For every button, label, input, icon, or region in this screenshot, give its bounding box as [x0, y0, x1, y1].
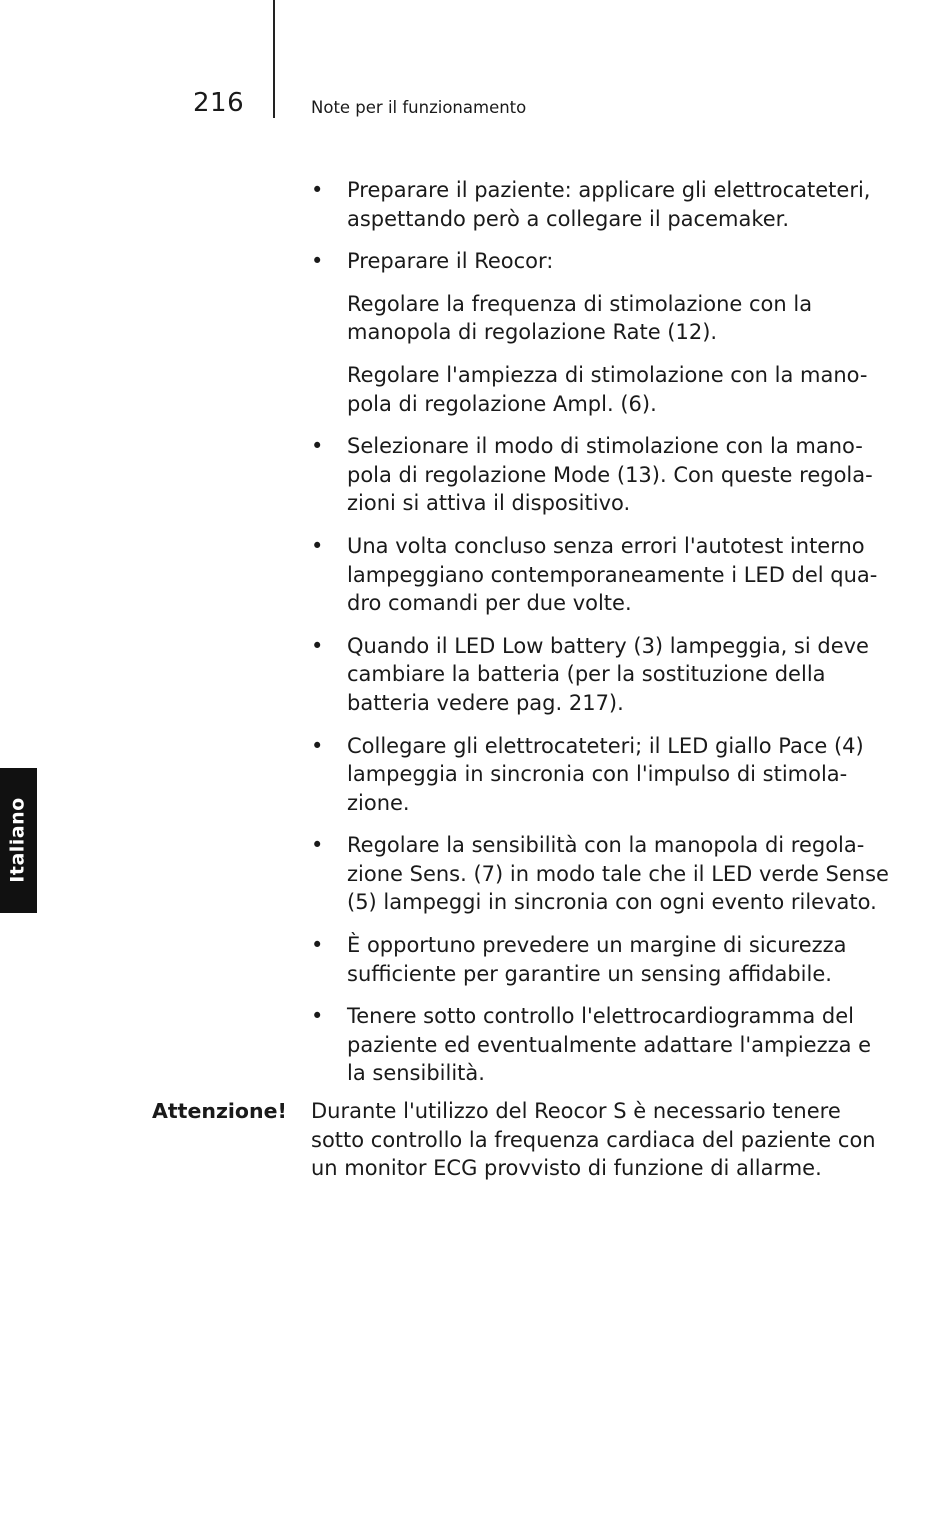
- bullet-icon: •: [311, 434, 324, 459]
- language-side-tab-label: Italiano: [6, 797, 29, 883]
- text-line: (5) lampeggi in sincronia con ogni evento rilevato.: [347, 890, 877, 915]
- bullet-icon: •: [311, 733, 324, 758]
- text-line: Regolare la sensibilità con la manopola di regola-: [347, 833, 865, 858]
- bullet-icon: •: [311, 933, 324, 958]
- sub-paragraph: [311, 290, 863, 347]
- language-side-tab: [0, 768, 37, 913]
- text-line: cambiare la batteria (per la sostituzione della: [347, 662, 826, 687]
- instruction-list: [311, 176, 889, 1102]
- list-item-text: [347, 632, 869, 718]
- bullet-icon: •: [311, 178, 324, 202]
- text-line: Preparare il paziente: applicare gli elettrocateteri,: [347, 178, 871, 202]
- list-item: [311, 632, 869, 718]
- text-line: sufficiente per garantire un sensing affidabile.: [347, 961, 832, 986]
- list-item: [311, 732, 863, 818]
- list-item: [311, 831, 889, 917]
- bullet-icon: •: [311, 833, 324, 858]
- text-line: lampeggia in sincronia con l'impulso di stimola-: [347, 762, 848, 787]
- warning-text: [311, 1097, 876, 1183]
- list-item-text: [347, 247, 863, 276]
- text-line: sotto controllo la frequenza cardiaca del paziente con: [311, 1127, 876, 1152]
- text-line: pola di regolazione Ampl. (6).: [347, 391, 657, 416]
- text-line: lampeggiano contemporaneamente i LED del qua-: [347, 562, 878, 587]
- list-item: [311, 432, 873, 518]
- list-item: [311, 1002, 872, 1088]
- text-line: zione Sens. (7) in modo tale che il LED verde Sense: [347, 861, 889, 886]
- bullet-icon: •: [311, 633, 324, 658]
- text-line: Quando il LED Low battery (3) lampeggia, si deve: [347, 633, 869, 658]
- text-line: Regolare l'ampiezza di stimolazione con la mano-: [347, 362, 868, 387]
- text-line: Collegare gli elettrocateteri; il LED giallo Pace (4): [347, 733, 864, 758]
- text-line: Preparare il Reocor:: [347, 249, 554, 274]
- text-line: aspettando però a collegare il pacemaker.: [347, 206, 790, 231]
- bullet-icon: •: [311, 249, 324, 274]
- text-line: paziente ed eventualmente adattare l'ampiezza e: [347, 1032, 872, 1057]
- text-line: Selezionare il modo di stimolazione con la mano-: [347, 434, 863, 459]
- list-item-text: [347, 532, 878, 618]
- list-item: [311, 931, 863, 988]
- running-header-title: Note per il funzionamento: [311, 98, 527, 117]
- text-line: Durante l'utilizzo del Reocor S è necessario tenere: [311, 1099, 841, 1123]
- text-line: batteria vedere pag. 217).: [347, 690, 624, 715]
- text-line: manopola di regolazione Rate (12).: [347, 320, 718, 345]
- list-item-text: [347, 831, 889, 917]
- warning-label: Attenzione!: [152, 1099, 287, 1123]
- text-line: zioni si attiva il dispositivo.: [347, 491, 631, 516]
- text-line: la sensibilità.: [347, 1061, 485, 1086]
- text-line: È opportuno prevedere un margine di sicurezza: [347, 933, 847, 958]
- list-item-text: [347, 432, 873, 518]
- page-number: 216: [193, 88, 245, 118]
- header-divider-rule: [273, 0, 275, 118]
- text-line: Regolare la frequenza di stimolazione con la: [347, 291, 813, 316]
- list-item: [311, 532, 878, 618]
- list-item-text: [347, 1002, 872, 1088]
- sub-paragraph: [311, 361, 868, 418]
- list-item-text: [347, 176, 871, 233]
- list-item-text: [347, 732, 863, 818]
- bullet-icon: •: [311, 533, 324, 558]
- list-item: [311, 247, 863, 276]
- list-item: [311, 176, 871, 233]
- text-line: zione.: [347, 790, 410, 815]
- list-item-text: [347, 931, 863, 988]
- text-line: un monitor ECG provvisto di funzione di allarme.: [311, 1156, 822, 1181]
- bullet-icon: •: [311, 1004, 324, 1029]
- text-line: pola di regolazione Mode (13). Con queste regola-: [347, 462, 873, 487]
- text-line: Una volta concluso senza errori l'autotest interno: [347, 533, 865, 558]
- text-line: Tenere sotto controllo l'elettrocardiogramma del: [347, 1004, 854, 1029]
- text-line: dro comandi per due volte.: [347, 591, 632, 616]
